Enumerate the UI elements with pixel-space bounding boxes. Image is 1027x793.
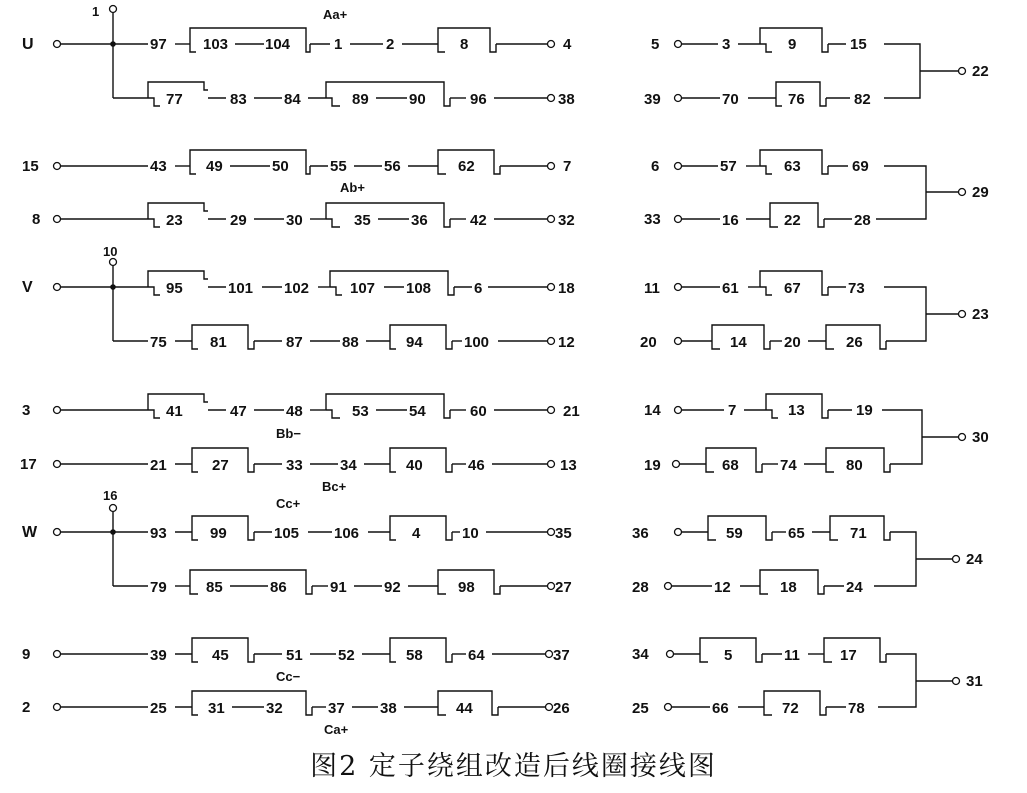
coil-bracket — [190, 166, 196, 174]
coil-number: 85 — [206, 579, 223, 596]
coil-number: 46 — [468, 457, 485, 474]
coil-number: 64 — [468, 647, 485, 664]
tap-label-1: 1 — [92, 4, 100, 19]
coil-number: 22 — [784, 212, 801, 229]
coil-bracket — [824, 654, 832, 662]
coil-number: 43 — [150, 158, 167, 175]
phase-label-v: V — [22, 279, 33, 296]
coil-number: 69 — [852, 158, 869, 175]
coil-number: 60 — [470, 403, 487, 420]
coil-number: 27 — [212, 457, 229, 474]
terminal — [548, 163, 555, 170]
coil-bracket — [192, 654, 198, 662]
coil-number: 13 — [788, 402, 805, 419]
terminal — [667, 651, 674, 658]
terminal — [959, 189, 966, 196]
coil-number: 15 — [850, 36, 867, 53]
coil-bracket — [390, 464, 396, 472]
terminal — [548, 41, 555, 48]
annotation-ab-plus: Ab+ — [340, 180, 365, 195]
coil-bracket — [764, 707, 772, 715]
coil-number: 23 — [166, 212, 183, 229]
coil-bracket — [706, 464, 714, 472]
coil-number: 75 — [150, 334, 167, 351]
coil-number: 59 — [726, 525, 743, 542]
coil-bracket — [326, 203, 450, 227]
coil-number: 76 — [788, 91, 805, 108]
group-output-label: 31 — [966, 673, 983, 690]
coil-bracket — [390, 654, 396, 662]
start-terminal-label: 6 — [651, 158, 660, 175]
start-terminal-label: 25 — [632, 700, 649, 717]
coil-number: 104 — [265, 36, 291, 53]
start-terminal-label: 9 — [22, 646, 31, 663]
coil-number: 1 — [334, 36, 343, 53]
coil-number: 34 — [340, 457, 357, 474]
coil-number: 21 — [150, 457, 167, 474]
coil-number: 29 — [230, 212, 247, 229]
coil-number: 91 — [330, 579, 347, 596]
terminal — [675, 41, 682, 48]
group-output-label: 23 — [972, 306, 989, 323]
coil-number: 97 — [150, 36, 167, 53]
terminal — [54, 407, 61, 414]
coil-bracket — [190, 44, 196, 52]
coil-number: 66 — [712, 700, 729, 717]
terminal — [548, 407, 555, 414]
coil-number: 77 — [166, 91, 183, 108]
tap-terminal-10 — [110, 259, 117, 266]
coil-number: 84 — [284, 91, 301, 108]
terminal — [675, 284, 682, 291]
coil-number: 49 — [206, 158, 223, 175]
end-terminal-label: 13 — [560, 457, 577, 474]
coil-number: 25 — [150, 700, 167, 717]
coil-number: 17 — [840, 647, 857, 664]
coil-number: 38 — [380, 700, 397, 717]
terminal — [54, 651, 61, 658]
bus-bar — [884, 44, 920, 98]
annotation-cc-plus: Cc+ — [276, 496, 301, 511]
coil-number: 65 — [788, 525, 805, 542]
coil-number: 30 — [286, 212, 303, 229]
terminal-v — [54, 284, 61, 291]
coil-number: 63 — [784, 158, 801, 175]
coil-number: 48 — [286, 403, 303, 420]
coil-number: 82 — [854, 91, 871, 108]
coil-number: 74 — [780, 457, 797, 474]
coil-number: 73 — [848, 280, 865, 297]
coil-number: 7 — [728, 402, 737, 419]
terminal — [548, 529, 555, 536]
coil-number: 70 — [722, 91, 739, 108]
terminal — [54, 216, 61, 223]
coil-number: 20 — [784, 334, 801, 351]
group-output-label: 24 — [966, 551, 983, 568]
coil-bracket — [776, 98, 782, 106]
terminal — [548, 338, 555, 345]
coil-number: 93 — [150, 525, 167, 542]
coil-bracket — [760, 166, 772, 174]
terminal — [675, 163, 682, 170]
tap-terminal-1 — [110, 6, 117, 13]
coil-number: 107 — [350, 280, 376, 297]
coil-number: 106 — [334, 525, 360, 542]
coil-number: 16 — [722, 212, 739, 229]
end-terminal-label: 35 — [555, 525, 572, 542]
start-terminal-label: 8 — [32, 211, 41, 228]
coil-bracket — [830, 532, 838, 540]
start-terminal-label: 33 — [644, 211, 661, 228]
coil-number: 41 — [166, 403, 183, 420]
coil-number: 18 — [780, 579, 797, 596]
coil-number: 81 — [210, 334, 227, 351]
terminal — [675, 216, 682, 223]
start-terminal-label: 15 — [22, 158, 39, 175]
terminal — [953, 678, 960, 685]
coil-number: 103 — [203, 36, 229, 53]
coil-bracket — [390, 341, 396, 349]
terminal — [675, 529, 682, 536]
coil-number: 28 — [854, 212, 871, 229]
coil-bracket — [712, 341, 720, 349]
coil-bracket — [708, 532, 716, 540]
coil-bracket — [390, 516, 452, 540]
start-terminal-label: 5 — [651, 36, 660, 53]
coil-number: 10 — [462, 525, 479, 542]
coil-number: 40 — [406, 457, 423, 474]
end-terminal-label: 26 — [553, 700, 570, 717]
terminal — [953, 556, 960, 563]
start-terminal-label: 14 — [644, 402, 661, 419]
coil-bracket — [326, 219, 340, 227]
start-terminal-label: 36 — [632, 525, 649, 542]
coil-number: 96 — [470, 91, 487, 108]
annotation-ca-plus: Ca+ — [324, 722, 349, 737]
coil-number: 56 — [384, 158, 401, 175]
bus-bar — [884, 287, 926, 341]
coil-bracket — [760, 44, 772, 52]
coil-number: 94 — [406, 334, 423, 351]
coil-bracket — [330, 287, 342, 295]
terminal-u — [54, 41, 61, 48]
terminal — [675, 338, 682, 345]
terminal — [54, 163, 61, 170]
coil-number: 6 — [474, 280, 483, 297]
coil-bracket — [700, 654, 708, 662]
annotation-bc-plus: Bc+ — [322, 479, 347, 494]
coil-number: 12 — [714, 579, 731, 596]
terminal — [548, 216, 555, 223]
terminal — [959, 68, 966, 75]
coil-number: 105 — [274, 525, 300, 542]
coil-number: 50 — [272, 158, 289, 175]
coil-number: 71 — [850, 525, 867, 542]
coil-bracket — [192, 341, 198, 349]
coil-bracket — [192, 532, 198, 540]
terminal — [54, 461, 61, 468]
coil-number: 42 — [470, 212, 487, 229]
coil-bracket — [148, 98, 160, 106]
coil-number: 61 — [722, 280, 739, 297]
terminal — [548, 95, 555, 102]
end-terminal-label: 37 — [553, 647, 570, 664]
end-terminal-label: 32 — [558, 212, 575, 229]
terminal — [665, 704, 672, 711]
coil-number: 100 — [464, 334, 490, 351]
terminal — [675, 407, 682, 414]
coil-number: 58 — [406, 647, 423, 664]
coil-number: 54 — [409, 403, 426, 420]
coil-bracket — [438, 707, 446, 715]
coil-number: 52 — [338, 647, 355, 664]
coil-number: 90 — [409, 91, 426, 108]
group-output-label: 30 — [972, 429, 989, 446]
coil-number: 62 — [458, 158, 475, 175]
coil-number: 83 — [230, 91, 247, 108]
coil-number: 57 — [720, 158, 737, 175]
annotation-bb-minus: Bb− — [276, 426, 301, 441]
terminal — [665, 583, 672, 590]
terminal — [675, 95, 682, 102]
phase-label-w: W — [22, 524, 38, 541]
group-output-label: 29 — [972, 184, 989, 201]
phase-label-u: U — [22, 36, 34, 53]
coil-bracket — [326, 410, 340, 418]
start-terminal-label: 34 — [632, 646, 649, 663]
figure-caption: 图2 定子绕组改造后线圈接线图 — [310, 751, 717, 782]
coil-bracket — [148, 287, 160, 295]
coil-number: 3 — [722, 36, 731, 53]
end-terminal-label: 4 — [563, 36, 572, 53]
coil-number: 4 — [412, 525, 421, 542]
coil-number: 47 — [230, 403, 247, 420]
start-terminal-label: 20 — [640, 334, 657, 351]
start-terminal-label: 3 — [22, 402, 31, 419]
end-terminal-label: 21 — [563, 403, 580, 420]
terminal — [959, 311, 966, 318]
coil-bracket — [148, 410, 160, 418]
bus-bar — [874, 532, 916, 586]
terminal — [546, 704, 553, 711]
coil-number: 9 — [788, 36, 797, 53]
coil-number: 51 — [286, 647, 303, 664]
annotation-aa-plus: Aa+ — [323, 7, 348, 22]
coil-number: 53 — [352, 403, 369, 420]
coil-number: 32 — [266, 700, 283, 717]
bus-bar — [876, 166, 926, 219]
coil-bracket — [438, 166, 446, 174]
coil-number: 102 — [284, 280, 310, 297]
end-terminal-label: 12 — [558, 334, 575, 351]
coil-number: 92 — [384, 579, 401, 596]
coil-number: 101 — [228, 280, 254, 297]
start-terminal-label: 11 — [644, 280, 660, 297]
coil-bracket — [190, 586, 198, 594]
coil-number: 11 — [784, 647, 800, 664]
coil-number: 39 — [150, 647, 167, 664]
coil-number: 80 — [846, 457, 863, 474]
coil-number: 19 — [856, 402, 873, 419]
end-terminal-label: 7 — [563, 158, 572, 175]
group-output-label: 22 — [972, 63, 989, 80]
start-terminal-label: 2 — [22, 699, 31, 716]
coil-number: 86 — [270, 579, 287, 596]
coil-number: 88 — [342, 334, 359, 351]
coil-number: 8 — [460, 36, 469, 53]
terminal — [548, 583, 555, 590]
coil-number: 24 — [846, 579, 863, 596]
coil-bracket — [390, 532, 396, 540]
start-terminal-label: 17 — [20, 456, 37, 473]
coil-number: 67 — [784, 280, 801, 297]
terminal — [548, 461, 555, 468]
start-terminal-label: 28 — [632, 579, 649, 596]
coil-number: 37 — [328, 700, 345, 717]
coil-bracket — [826, 464, 834, 472]
coil-bracket — [326, 82, 450, 106]
terminal — [54, 704, 61, 711]
coil-number: 33 — [286, 457, 303, 474]
tap-label-16: 16 — [103, 488, 118, 503]
start-terminal-label: 39 — [644, 91, 661, 108]
end-terminal-label: 27 — [555, 579, 572, 596]
coil-number: 95 — [166, 280, 183, 297]
coil-number: 26 — [846, 334, 863, 351]
coil-number: 44 — [456, 700, 473, 717]
coil-number: 36 — [411, 212, 428, 229]
start-terminal-label: 19 — [644, 457, 661, 474]
coil-number: 87 — [286, 334, 303, 351]
coil-bracket — [438, 586, 446, 594]
coil-number: 98 — [458, 579, 475, 596]
coil-bracket — [438, 44, 445, 52]
coil-bracket — [192, 464, 198, 472]
coil-number: 2 — [386, 36, 395, 53]
tap-label-10: 10 — [103, 244, 118, 259]
terminal — [673, 461, 680, 468]
coil-number: 14 — [730, 334, 747, 351]
coil-number: 79 — [150, 579, 167, 596]
coil-number: 55 — [330, 158, 347, 175]
terminal — [548, 284, 555, 291]
coil-number: 5 — [724, 647, 733, 664]
coil-number: 68 — [722, 457, 739, 474]
coil-bracket — [192, 707, 198, 715]
coil-bracket — [760, 586, 768, 594]
bus-bar — [882, 410, 922, 464]
coil-bracket — [326, 394, 450, 418]
tap-terminal-16 — [110, 505, 117, 512]
coil-number: 108 — [406, 280, 432, 297]
coil-bracket — [770, 219, 778, 227]
terminal-w — [54, 529, 61, 536]
coil-number: 99 — [210, 525, 227, 542]
coil-bracket — [826, 341, 834, 349]
annotation-cc-minus: Cc− — [276, 669, 301, 684]
coil-number: 45 — [212, 647, 229, 664]
coil-bracket — [148, 219, 160, 227]
coil-number: 35 — [354, 212, 371, 229]
terminal — [959, 434, 966, 441]
coil-number: 31 — [208, 700, 225, 717]
end-terminal-label: 18 — [558, 280, 575, 297]
coil-number: 89 — [352, 91, 369, 108]
coil-bracket — [760, 287, 772, 295]
coil-bracket — [766, 410, 778, 418]
coil-number: 78 — [848, 700, 865, 717]
coil-bracket — [330, 271, 454, 295]
end-terminal-label: 38 — [558, 91, 575, 108]
coil-number: 72 — [782, 700, 799, 717]
coil-bracket — [326, 98, 340, 106]
terminal — [546, 651, 553, 658]
